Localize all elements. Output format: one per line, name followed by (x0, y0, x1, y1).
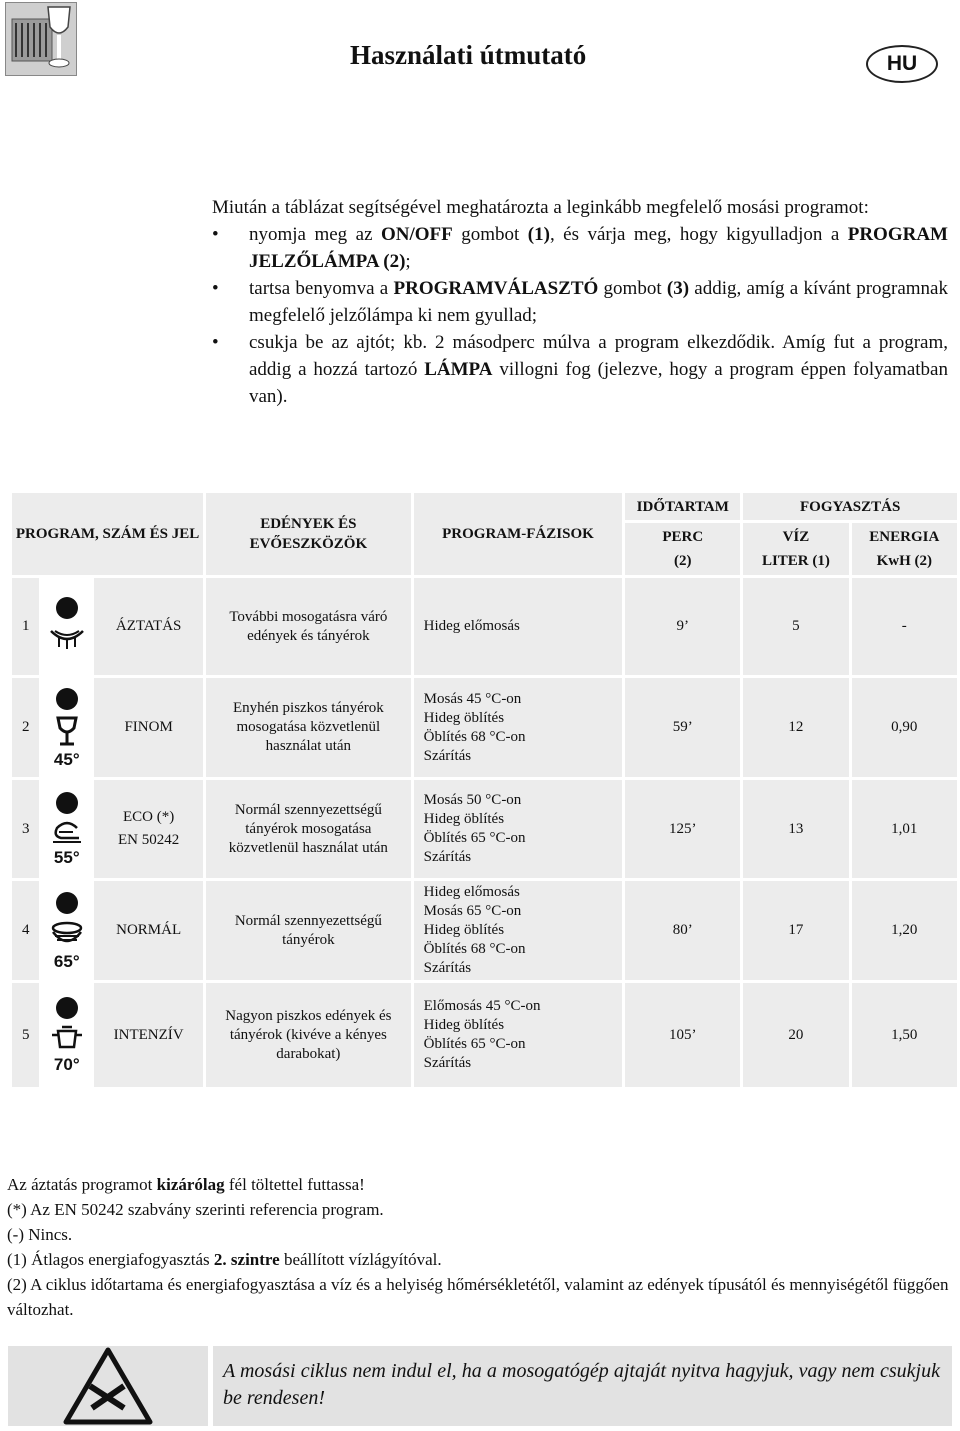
program-dishes: Normál szennyezettségű tányérok (206, 881, 411, 980)
program-minutes: 9’ (625, 578, 740, 675)
dishwasher-glass-icon (6, 3, 76, 75)
instruction-list (212, 221, 948, 410)
warning-triangle-icon (8, 1346, 208, 1426)
program-name: ÁZTATÁS (94, 578, 203, 675)
intro-section (212, 194, 948, 410)
program-minutes: 59’ (625, 678, 740, 777)
indicator-lamp-icon (56, 597, 78, 619)
header-perc: PERC (2) (625, 523, 740, 575)
program-water: 20 (743, 983, 848, 1087)
footnote: (2) A ciklus időtartama és energiafogyasztása a víz és a helyiség hőmérsékletétől, valamint az edények típusától és mennyiségétől függően változhat. (7, 1275, 949, 1319)
warning-text: A mosási ciklus nem indul el, ha a mosogatógép ajtaját nyitva hagyjuk, vagy nem csukjuk be rendesen! (213, 1346, 952, 1426)
program-phases: Mosás 45 °C-on Hideg öblítés Öblítés 68 °C-on Szárítás (414, 678, 623, 777)
header-water: VÍZ LITER (1) (743, 523, 848, 575)
program-number: 2 (12, 678, 39, 777)
pot-icon (50, 1025, 84, 1056)
program-energy: 0,90 (852, 678, 957, 777)
program-symbol (42, 881, 91, 980)
normal-icon (49, 920, 85, 953)
program-water: 5 (743, 578, 848, 675)
intro-lead: Miután a táblázat segítségével meghatározta a leginkább megfelelő mosási programot: (212, 197, 869, 218)
program-number: 4 (12, 881, 39, 980)
program-row (12, 678, 957, 777)
program-energy: 1,01 (852, 780, 957, 878)
instruction-item: • csukja be az ajtót; kb. 2 másodperc múlva a program elkezdődik. Amíg fut a program, addig a hozzá tartozó LÁMPA villogni fog (jelezve, hogy a program éppen folyamatban van). (212, 329, 948, 410)
program-row (12, 983, 957, 1087)
instruction-item: • tartsa benyomva a PROGRAMVÁLASZTÓ gombot (3) addig, amíg a kívánt programnak megfelelő jelzőlámpa ki nem gyullad; (212, 275, 948, 329)
program-water: 13 (743, 780, 848, 878)
program-water: 17 (743, 881, 848, 980)
program-number: 3 (12, 780, 39, 878)
program-row (12, 780, 957, 878)
program-dishes: Nagyon piszkos edények és tányérok (kivéve a kényes darabokat) (206, 983, 411, 1087)
program-symbol (42, 780, 91, 878)
program-symbol (42, 678, 91, 777)
indicator-lamp-icon (56, 688, 78, 710)
program-number: 1 (12, 578, 39, 675)
glass-icon (52, 716, 82, 751)
brand-logo (5, 2, 77, 76)
program-row (12, 578, 957, 675)
program-name: NORMÁL (94, 881, 203, 980)
header-phases: PROGRAM-FÁZISOK (414, 493, 623, 575)
program-name: FINOM (94, 678, 203, 777)
footnote: (1) Átlagos energiafogyasztás 2. szintre beállított vízlágyítóval. (7, 1250, 442, 1269)
program-minutes: 80’ (625, 881, 740, 980)
program-water: 12 (743, 678, 848, 777)
program-temperature: 65° (53, 951, 80, 971)
header-duration: IDŐTARTAM (625, 493, 740, 520)
program-minutes: 105’ (625, 983, 740, 1087)
header-energy: ENERGIA KwH (2) (852, 523, 957, 575)
program-dishes: Enyhén piszkos tányérok mosogatása közvetlenül használat után (206, 678, 411, 777)
program-symbol (42, 983, 91, 1087)
footnote: Az áztatás programot kizárólag fél töltettel futtassa! (7, 1175, 365, 1194)
footnote: (-) Nincs. (7, 1225, 73, 1244)
program-dishes: További mosogatásra váró edények és tányérok (206, 578, 411, 675)
header-program: PROGRAM, SZÁM ÉS JEL (12, 493, 203, 575)
program-phases: Hideg előmosás (414, 578, 623, 675)
indicator-lamp-icon (56, 792, 78, 814)
program-table (9, 490, 960, 1090)
program-phases: Mosás 50 °C-on Hideg öblítés Öblítés 65 °C-on Szárítás (414, 780, 623, 878)
warning-icon-box (8, 1346, 208, 1426)
program-energy: 1,20 (852, 881, 957, 980)
program-energy: - (852, 578, 957, 675)
program-temperature: 55° (53, 848, 80, 867)
program-phases: Hideg előmosás Mosás 65 °C-on Hideg öblítés Öblítés 68 °C-on Szárítás (414, 881, 623, 980)
indicator-lamp-icon (56, 892, 78, 914)
program-phases: Előmosás 45 °C-on Hideg öblítés Öblítés 65 °C-on Szárítás (414, 983, 623, 1087)
instruction-item: • nyomja meg az ON/OFF gombot (1), és várja meg, hogy kigyulladjon a PROGRAM JELZŐLÁMPA (2); (212, 221, 948, 275)
program-name: INTENZÍV (94, 983, 203, 1087)
page-title: Használati útmutató (350, 40, 587, 70)
program-symbol (42, 578, 91, 675)
footnotes (7, 1172, 952, 1322)
footnote: (*) Az EN 50242 szabvány szerinti referencia program. (7, 1200, 384, 1219)
language-badge: HU (866, 45, 938, 83)
program-temperature: 70° (53, 1055, 80, 1074)
soak-icon (47, 625, 87, 656)
program-dishes: Normál szennyezettségű tányérok mosogatása közvetlenül használat után (206, 780, 411, 878)
indicator-lamp-icon (56, 997, 78, 1019)
eco-icon (49, 820, 85, 849)
header-dishes: EDÉNYEK ÉS EVŐESZKÖZÖK (206, 493, 411, 575)
program-minutes: 125’ (625, 780, 740, 878)
header-consumption: FOGYASZTÁS (743, 493, 957, 520)
program-energy: 1,50 (852, 983, 957, 1087)
program-name: ECO (*) EN 50242 (94, 780, 203, 878)
program-row (12, 881, 957, 980)
program-number: 5 (12, 983, 39, 1087)
program-temperature: 45° (53, 749, 80, 769)
